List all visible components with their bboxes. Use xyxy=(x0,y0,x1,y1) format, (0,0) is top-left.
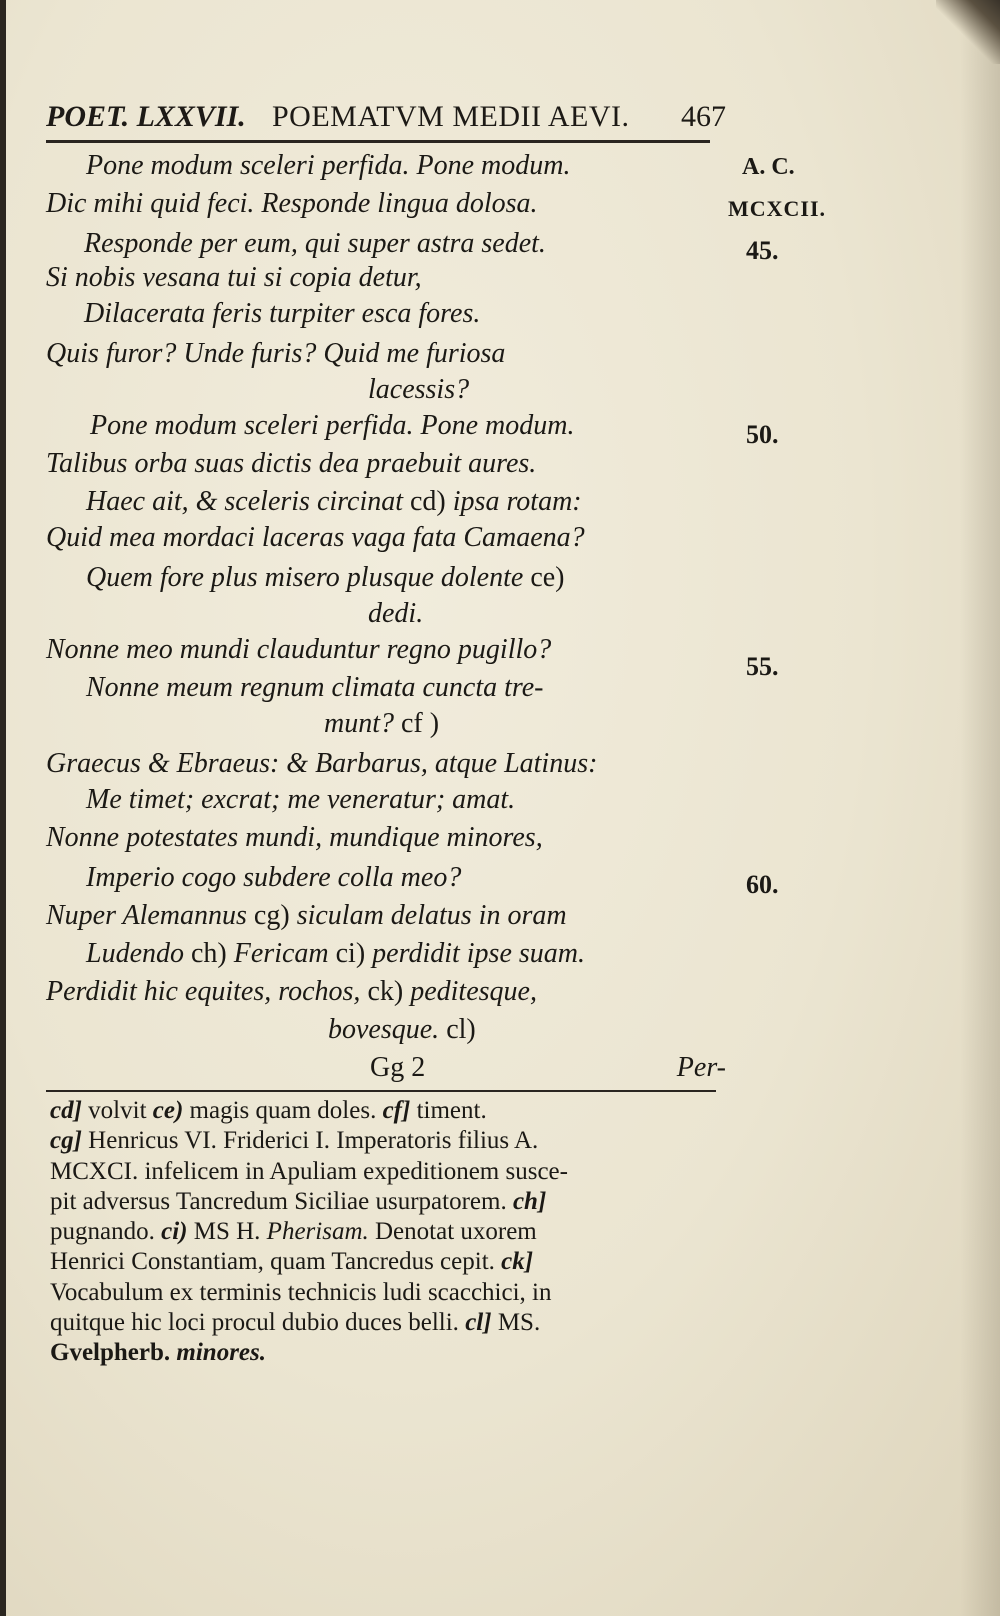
footnote-ref-cd: cd) xyxy=(410,486,446,517)
verse-line: Imperio cogo subdere colla meo? xyxy=(86,862,462,893)
footnote-text: MS. xyxy=(491,1309,541,1337)
footnote-line xyxy=(50,1187,716,1217)
footnote-text: Henricus VI. Friderici I. Imperatoris filius A. xyxy=(81,1127,539,1155)
verse-text: Perdidit hic equites, xyxy=(46,976,272,1007)
footnote-marker: cg] xyxy=(50,1127,82,1155)
verse-text: Quem fore plus misero plusque dolente xyxy=(86,562,524,593)
footnote-line xyxy=(50,1247,716,1277)
verse-line xyxy=(46,976,537,1008)
verse-line xyxy=(328,1014,476,1046)
verse-text: siculam delatus in oram xyxy=(296,900,567,931)
verse-text: Nuper Alemannus xyxy=(46,900,247,931)
footnote-ref-cg: cg) xyxy=(253,900,290,931)
footnote-ref-ci: ci) xyxy=(335,938,366,969)
footnote-line xyxy=(50,1278,716,1308)
verse-text: rochos, xyxy=(278,976,361,1007)
verse-line: lacessis? xyxy=(368,374,470,405)
verse-line: Talibus orba suas dictis dea praebuit aures. xyxy=(46,448,537,479)
footnote-text: quitque hic loci procul dubio duces belli. xyxy=(50,1309,466,1337)
verse-line: Nonne potestates mundi, mundique minores, xyxy=(46,822,543,853)
verse-line: Pone modum sceleri perfida. Pone modum. xyxy=(90,410,575,441)
footnote-text: Pherisam. xyxy=(266,1218,369,1246)
footnote-marker: ce) xyxy=(152,1097,184,1124)
margin-line-number: 50. xyxy=(746,420,779,449)
footnote-text: pit adversus Tancredum Siciliae usurpatorem. xyxy=(50,1187,513,1215)
verse-line xyxy=(86,562,565,594)
verse-line: Me timet; excrat; me veneratur; amat. xyxy=(86,784,516,815)
header-rule xyxy=(46,140,710,143)
footnote-text: Gvelpherb. xyxy=(50,1339,177,1367)
signature-mark: Gg 2 xyxy=(370,1052,426,1083)
verse-line xyxy=(86,938,585,970)
footnote-line xyxy=(50,1157,716,1187)
page-bottom-marks xyxy=(46,1052,726,1088)
verse-line: Nonne meo mundi clauduntur regno pugillo? xyxy=(46,634,552,665)
footnote-rule xyxy=(46,1090,716,1092)
book-page xyxy=(6,0,1000,1616)
footnotes xyxy=(50,1096,716,1369)
verse-text: Haec ait, & sceleris circinat xyxy=(86,486,403,517)
verse-line: Si nobis vesana tui si copia detur, xyxy=(46,262,422,293)
margin-line-number: 60. xyxy=(746,870,779,899)
verse-text: Fericam xyxy=(233,938,329,969)
verse-text: perdidit ipse suam. xyxy=(372,938,585,969)
verse-line: Pone modum sceleri perfida. Pone modum. xyxy=(86,150,571,181)
verse-text: Ludendo xyxy=(86,938,184,969)
page-number: 467 xyxy=(681,100,726,133)
footnote-ref-ce: ce) xyxy=(530,562,565,593)
margin-line-number: 45. xyxy=(746,236,779,265)
footnote-ref-cf: cf ) xyxy=(401,708,440,739)
footnote-marker: ck] xyxy=(501,1248,534,1276)
page-corner-shadow xyxy=(936,0,1000,64)
footnote-text: pugnando. xyxy=(50,1218,162,1246)
footnote-marker: cl] xyxy=(465,1309,492,1337)
footnote-text: minores. xyxy=(176,1339,267,1367)
footnote-marker: cf] xyxy=(382,1097,411,1124)
footnote-text: volvit xyxy=(81,1097,153,1124)
verse-line: Nonne meum regnum climata cuncta tre- xyxy=(86,672,544,703)
verse-line xyxy=(46,900,567,932)
verse-line: dedi. xyxy=(368,598,424,629)
verse-text: ipsa rotam: xyxy=(452,486,582,517)
footnote-marker: ci) xyxy=(161,1218,188,1246)
running-head xyxy=(46,100,726,134)
footnote-text: Denotat uxorem xyxy=(368,1218,537,1246)
footnote-line xyxy=(50,1308,716,1338)
footnote-text: magis quam doles. xyxy=(183,1097,383,1124)
footnote-text: timent. xyxy=(410,1097,487,1124)
verse-line: Dilacerata feris turpiter esca fores. xyxy=(84,298,481,329)
footnote-line xyxy=(50,1096,716,1126)
footnote-ref-ck: ck) xyxy=(367,976,404,1007)
footnote-line xyxy=(50,1217,716,1247)
verse-line xyxy=(86,486,582,518)
footnote-line xyxy=(50,1338,716,1368)
margin-year: MCXCII. xyxy=(728,196,827,221)
margin-line-number: 55. xyxy=(746,652,779,681)
footnote-marker: ch] xyxy=(512,1187,547,1215)
verse-line: Responde per eum, qui super astra sedet. xyxy=(84,228,546,259)
verse-line: Quid mea mordaci laceras vaga fata Camaena? xyxy=(46,522,585,553)
footnote-text: MS H. xyxy=(187,1218,267,1246)
verse-line: Quis furor? Unde furis? Quid me furiosa xyxy=(46,338,506,369)
footnote-ref-ch: ch) xyxy=(191,938,227,969)
verse-text: bovesque. xyxy=(328,1014,440,1045)
footnote-text: Vocabulum ex terminis technicis ludi scacchici, in xyxy=(50,1278,552,1306)
footnote-text: MCXCI. infelicem in Apuliam expeditionem susce- xyxy=(50,1157,568,1185)
verse-line xyxy=(324,708,439,740)
footnote-ref-cl: cl) xyxy=(446,1014,476,1045)
footnote-line xyxy=(50,1126,716,1156)
verse-line: Graecus & Ebraeus: & Barbarus, atque Latinus: xyxy=(46,748,598,779)
running-head-title: POEMATVM MEDII AEVI. xyxy=(272,100,630,133)
catchword: Per- xyxy=(676,1052,726,1083)
margin-year-label: A. C. xyxy=(742,154,795,180)
verse-line: Dic mihi quid feci. Responde lingua dolosa. xyxy=(46,188,538,219)
running-head-left: POET. LXXVII. xyxy=(46,100,246,133)
footnote-text: Henrici Constantiam, quam Tancredus cepit. xyxy=(50,1248,502,1276)
footnote-marker: cd] xyxy=(50,1097,82,1124)
verse-text: munt? xyxy=(324,708,394,739)
verse-text: peditesque, xyxy=(410,976,537,1007)
